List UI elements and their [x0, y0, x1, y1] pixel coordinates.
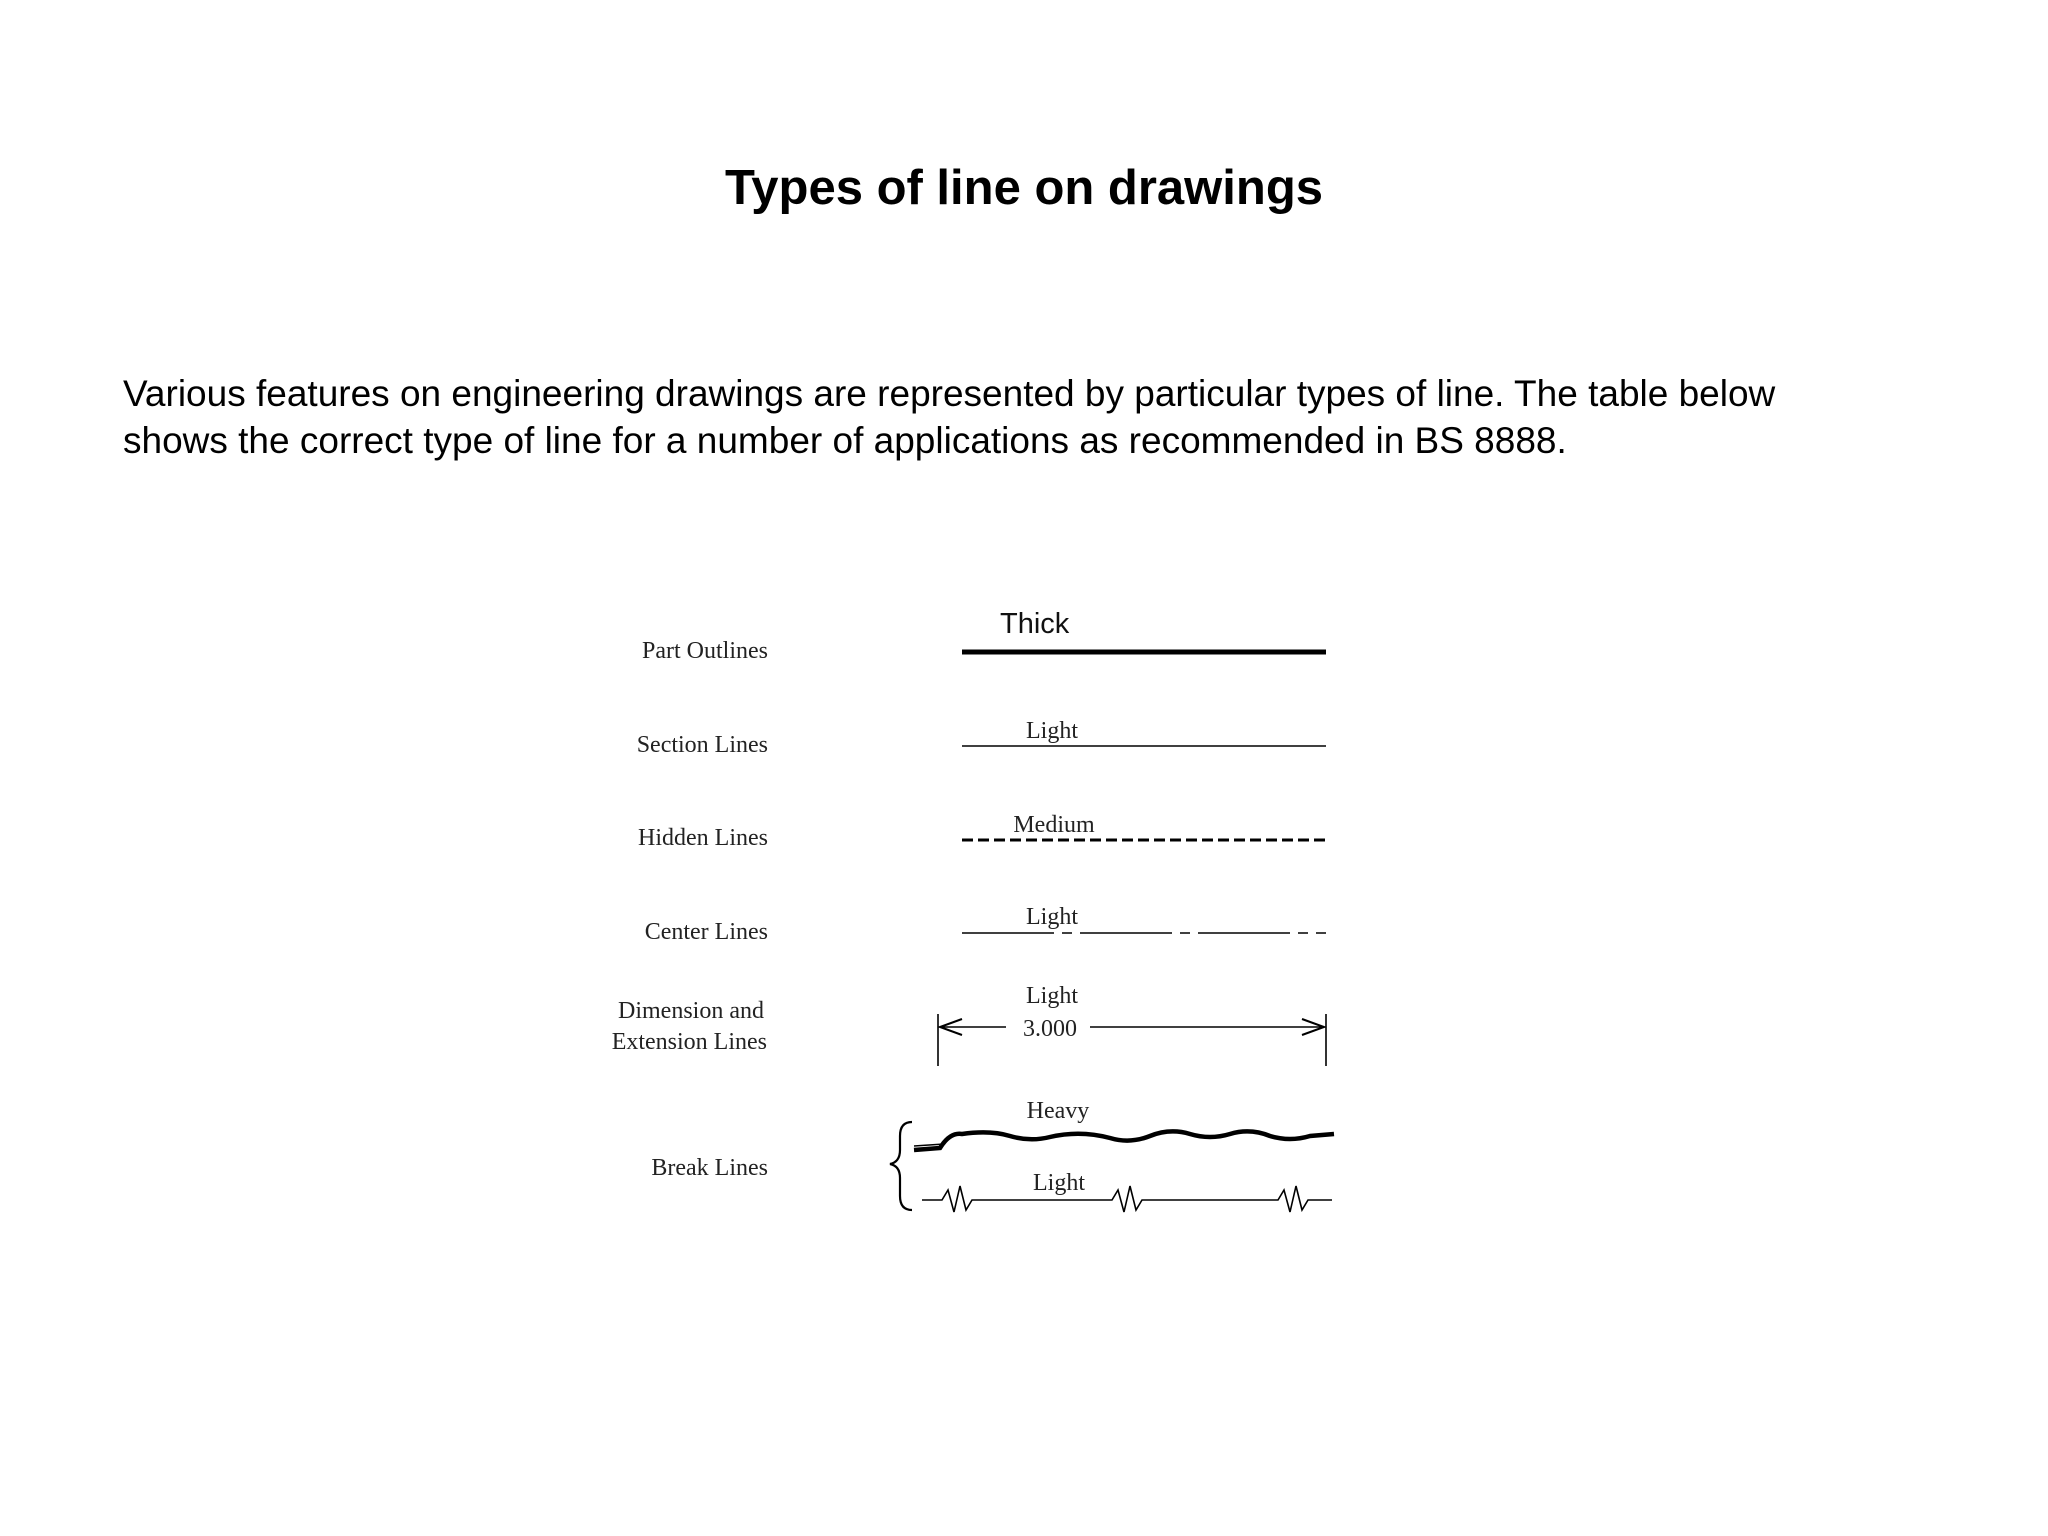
heavy-break-line — [914, 1131, 1334, 1150]
row-label-center-lines: Center Lines — [644, 919, 768, 945]
dimension-value: 3.000 — [1023, 1016, 1077, 1042]
row-label-hidden-lines: Hidden Lines — [638, 825, 768, 851]
row-label-dimension-2: Extension Lines — [611, 1029, 767, 1055]
row-label-section-lines: Section Lines — [636, 732, 768, 758]
intro-line-1: Various features on engineering drawings are represented by particular types of line. The table below — [123, 373, 1776, 414]
weight-label-thick: Thick — [1000, 608, 1070, 640]
weight-label-light-section: Light — [1026, 718, 1078, 744]
row-part-outlines — [642, 608, 1326, 664]
weight-label-light-dimension: Light — [1026, 983, 1078, 1009]
row-section-lines — [637, 718, 1326, 758]
slide-title: Types of line on drawings — [724, 161, 1324, 215]
row-center-lines — [645, 904, 1326, 945]
weight-label-medium: Medium — [1013, 812, 1095, 838]
weight-label-light-break: Light — [1033, 1170, 1085, 1196]
weight-label-heavy: Heavy — [1026, 1098, 1090, 1124]
brace-icon — [890, 1122, 912, 1210]
row-label-part-outlines: Part Outlines — [642, 638, 768, 664]
light-break-line — [922, 1186, 1332, 1212]
row-dimension-lines — [612, 983, 1326, 1066]
row-label-break-lines: Break Lines — [651, 1155, 768, 1181]
row-hidden-lines — [638, 812, 1326, 851]
row-label-dimension-1: Dimension and — [618, 998, 764, 1024]
row-break-lines — [651, 1098, 1334, 1212]
weight-label-light-center: Light — [1026, 904, 1078, 930]
intro-line-2: shows the correct type of line for a number of applications as recommended in BS 8888. — [123, 420, 1567, 461]
